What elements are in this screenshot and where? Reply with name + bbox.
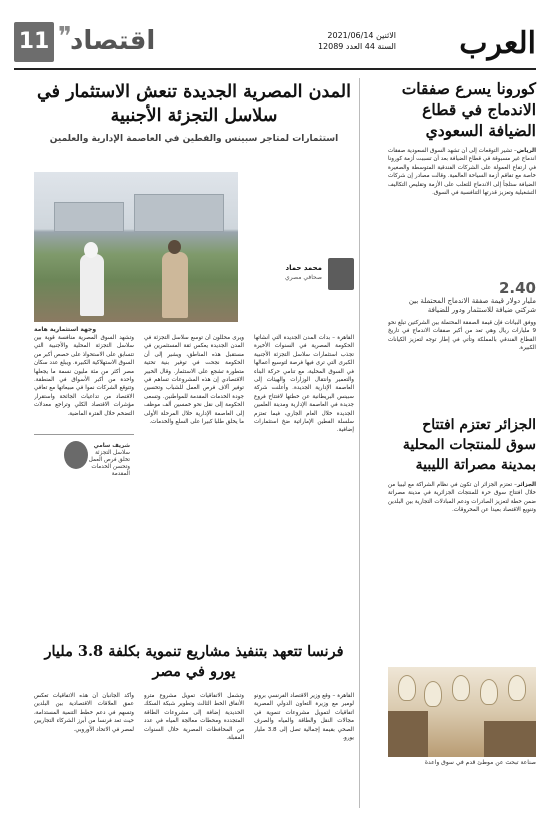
author-name: محمد حماد <box>285 264 322 272</box>
main-column-2: ويرى محللون أن توسع سلاسل التجزئة في المدن الجديدة يعكس ثقة المستثمرين في مستقبل هذه المناطق، ويشير إلى أن الحكومة نجحت في توفير بنية تحتية متطورة تشجع على الاستثمار. وقال الخبير الاقتصادي إن هذه المشروعات تساهم في توفير آلاف فرص العمل للشباب وتحسين جودة الخدمات المقدمة للمواطنين. وتسعى الحكومة إلى نقل نحو خمسين ألف موظف إلى العاصمة الإدارية خلال المرحلة الأولى ما يخلق طلبا كبيرا على السلع والخدمات. <box>144 335 244 426</box>
story1-text: – تشير التوقعات إلى أن تشهد السوق السعودية صفقات اندماج غير مسبوقة في قطاع الضيافة بعد أن تسببت أزمة كورونا في ارتفاع العمولة على الشركات الفندقية المتوسطة والصغيرة خاصة مع تفاقم أزمة السياحة العالمية. وقالت مصادر إن شركات الضيافة ستلجأ إلى الاندماج للتغلب على الأزمة وتقليص التكاليف التشغيلية وتعزيز قدرتها التنافسية في السوق. <box>388 148 536 197</box>
quote-label <box>82 443 130 478</box>
main-story-header <box>34 80 354 144</box>
dateline <box>286 30 396 52</box>
quote-text: سلاسل التجزئة تخلق فرص العمل وتحسن الخدمات المقدمة <box>88 450 130 477</box>
lamps-market-photo <box>388 667 536 757</box>
story1-headline: كورونا يسرع صفقات الاندماج في قطاع الضيافة السعودي <box>401 79 536 140</box>
section-title: اقتصاد <box>70 26 156 56</box>
newspaper-logo: العرب <box>459 26 536 61</box>
bottom-story-columns <box>34 692 354 802</box>
quote-box <box>34 434 134 526</box>
masthead <box>14 22 536 70</box>
lamp-shape <box>508 675 526 701</box>
page-number: 11 <box>14 22 54 62</box>
story1-body-continued: ووفق البيانات فإن قيمة الصفقة المحتملة بين الشركتين تبلغ نحو 9 مليارات ريال وهي تعد من أكبر صفقات الاندماج في تاريخ القطاع الفندقي بالمملكة وتأتي في إطار توجه لتعزيز الكيانات الكبيرة. <box>388 320 536 352</box>
stall-shape <box>388 711 428 757</box>
stall-shape <box>484 721 536 757</box>
man-head <box>168 240 181 254</box>
issue-number: السنة 44 العدد 12089 <box>317 42 396 51</box>
bottom-headline: فرنسا تتعهد بتنفيذ مشاريع تنموية بكلفة 3.8 مليار يورو في مصر <box>44 643 344 680</box>
woman-figure <box>80 254 104 316</box>
story2-body <box>388 481 536 661</box>
story1-dateline: الرياض <box>516 148 536 154</box>
city-walkers-photo <box>34 172 238 322</box>
story2-headline: الجزائر تعتزم افتتاح سوق للمنتجات المحلية بمدينة مصراتة الليبية <box>402 417 536 473</box>
story1-body <box>388 147 536 275</box>
quote-person-name: شريف سامي <box>93 443 130 449</box>
right-column <box>388 78 536 766</box>
bottom-column-2: وتشمل الاتفاقيات تمويل مشروع مترو الأنفاق الخط الثالث وتطوير شبكة السكك الحديدية إضافة إلى مشروعات الطاقة المتجددة ومحطات معالجة المياه في عدد من المحافظات المصرية خلال السنوات المقبلة. <box>144 693 244 742</box>
stat-value: 2.40 <box>498 279 536 297</box>
column-divider <box>359 78 360 808</box>
story2-text: – تعتزم الجزائر أن تكون في نظام الشراكة مع ليبيا من خلال افتتاح سوق حرة للمنتجات الجزائرية في مدينة مصراتة ضمن خطة لتعزيز الصادرات ودعم المبادلات التجارية بين البلدين وتنويع الاقتصاد بعيدا عن المحروقات. <box>388 482 536 514</box>
photo-caption: صناعة تبحث عن موطئ قدم في سوق واعدة <box>424 759 536 766</box>
man-figure <box>162 252 188 318</box>
woman-head <box>84 242 98 258</box>
lamp-shape <box>398 675 416 701</box>
quote-icon: ❞ <box>58 22 72 52</box>
bottom-column-3: وأكد الجانبان أن هذه الاتفاقيات تعكس عمق العلاقات الاقتصادية بين البلدين وتسهم في دعم خطط التنمية المستدامة، حيث تعد فرنسا من أبرز الشركاء التجاريين لمصر في الاتحاد الأوروبي. <box>34 693 134 733</box>
author-role: صحافي مصري <box>285 274 322 281</box>
building-shape <box>54 202 124 232</box>
section-label: وجهة استثمارية هامة <box>34 326 97 333</box>
stat-caption: مليار دولار قيمة صفقة الاندماج المحتملة بين شركتي ضيافة للاستثمار ودور للضيافة <box>408 297 536 314</box>
story2-dateline: الجزائر <box>516 482 536 488</box>
main-column-1: القاهرة – بدأت المدن الجديدة التي أنشأتها الحكومة المصرية في السنوات الأخيرة تجذب استثمارات سلاسل التجزئة الأجنبية الكبرى التي ترى فيها فرصة لتوسيع أعمالها في السوق المحلية، مع تنامي حركة البناء والتعمير وانتقال الوزارات والهيئات إلى العاصمة الإدارية الجديدة. وأعلنت شركة سبينس البريطانية عن خطتها لافتتاح فروع جديدة في العاصمة الإدارية ومدينة العلمين الجديدة خلال العام الجاري، فيما تعتزم سلسلة الفطين الإماراتية ضخ استثمارات إضافية. <box>254 335 354 434</box>
main-column-3: وتشهد السوق المصرية منافسة قوية بين سلاسل التجزئة المحلية والأجنبية التي تتسابق على الاستحواذ على حصص أكبر من السوق الاستهلاكية الكبيرة. ويبلغ عدد سكان مصر أكثر من مئة مليون نسمة ما يجعلها واحدة من أكبر الأسواق في المنطقة. وتتوقع الشركات نموا في مبيعاتها مع تعافي الاقتصاد من تداعيات الجائحة واستقرار مؤشرات الاقتصاد الكلي وتراجع معدلات التضخم خلال الفترة الماضية. <box>34 335 134 417</box>
author-box <box>246 258 354 298</box>
bottom-column-1: القاهرة – وقع وزير الاقتصاد الفرنسي برونو لومير مع وزيرة التعاون الدولي المصرية اتفاقيات لتمويل مشروعات تنموية في مجالات النقل والطاقة والمياه والصرف الصحي بقيمة إجمالية تصل إلى 3.8 مليار يورو. <box>254 693 354 742</box>
lamp-shape <box>424 681 442 707</box>
issue-date: الاثنين 2021/06/14 <box>327 31 396 40</box>
main-subheadline: استثمارات لمتاجر سبينس والفطين في العاصمة الإدارية والعلمين <box>49 134 339 144</box>
main-headline: المدن المصرية الجديدة تنعش الاستثمار في سلاسل التجزئة الأجنبية <box>37 82 351 126</box>
building-shape <box>134 194 224 232</box>
lamp-shape <box>452 675 470 701</box>
lamp-shape <box>480 679 498 705</box>
author-photo <box>328 258 354 290</box>
